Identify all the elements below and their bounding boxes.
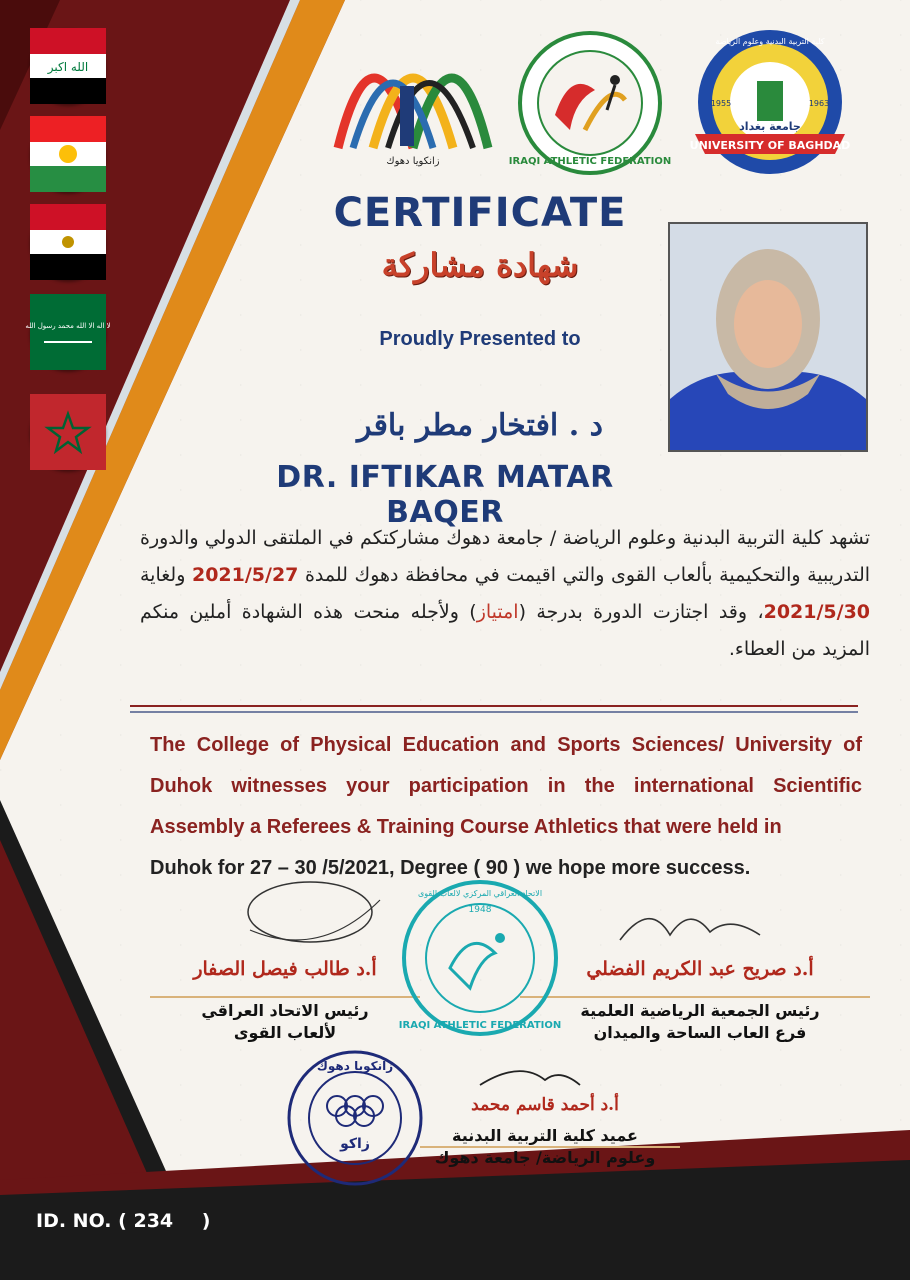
recipient-name-english: DR. IFTIKAR MATAR BAQER xyxy=(276,460,614,530)
arabic-body-part3: ، وقد اجتازت الدورة بدرجة ( xyxy=(518,601,764,623)
left-signatory-name: أ.د طالب فيصل الصفار xyxy=(193,958,377,980)
bottom-signatory-title-line2: وعلوم الرياضة/ جامعة دهوك xyxy=(434,1148,656,1167)
right-signatory-title-line1: رئيس الجمعية الرياضية العلمية xyxy=(580,1001,820,1020)
left-signatory-title-line1: رئيس الاتحاد العراقي xyxy=(201,1001,369,1020)
federation-stamp-year: 1948 xyxy=(468,905,492,915)
left-signatory-title xyxy=(170,1000,400,1044)
date-to: 2021/5/30 xyxy=(763,601,871,623)
baghdad-year-left: 1955 xyxy=(710,99,732,108)
iraq-flag-text: الله اكبر xyxy=(47,60,89,74)
federation-stamp-top: الاتحاد العراقي المركزي لالعاب القوى xyxy=(417,889,543,898)
arabic-body-part1: تشهد كلية التربية البدنية وعلوم الرياضة / جامعة دهوك مشاركتكم في الملتقى الدولي والدورة التدريبية والتحكيمية بألعاب القوى والتي اقيمت في محافظة دهوك للمدة xyxy=(140,527,871,586)
proudly-presented-text: Proudly Presented to xyxy=(379,328,581,350)
id-open-paren: ( xyxy=(118,1210,127,1232)
id-number xyxy=(36,1210,210,1232)
id-close-paren: ) xyxy=(201,1210,211,1232)
recipient-name-arabic: د . افتخار مطر باقر xyxy=(357,408,603,443)
bottom-signatory-title-line1: عميد كلية التربية البدنية xyxy=(452,1126,638,1145)
english-body-last-line: Duhok for 27 – 30 /5/2021, Degree ( 90 ) we hope more success. xyxy=(150,857,751,879)
right-signatory-title xyxy=(545,1000,855,1044)
english-body-main: The College of Physical Education and Sports Sciences/ University of Duhok witnesses your participation in the international Scientific Assembly a Referees & Training Course Athletics that were held in xyxy=(150,734,862,838)
right-signatory-title-line2: فرع العاب الساحة والميدان xyxy=(593,1023,807,1042)
duhok-stamp-ring: زانكويا دهوك xyxy=(316,1059,394,1073)
federation-logo-text: IRAQI ATHLETIC FEDERATION xyxy=(508,156,672,167)
grade-arabic: امتياز xyxy=(476,601,519,623)
date-from: 2021/5/27 xyxy=(191,564,299,586)
left-signatory-title-line2: لألعاب القوى xyxy=(233,1023,337,1042)
right-signatory-name: أ.د صريح عبد الكريم الفضلي xyxy=(586,958,814,980)
bottom-signatory-title xyxy=(415,1125,675,1169)
duhok-stamp-center: زاكو xyxy=(340,1136,370,1152)
arabic-body-part2: ولغاية xyxy=(140,564,192,586)
duhok-logo-text: زانكويا دهوك xyxy=(386,156,440,167)
baghdad-ar-text: جامعة بغداد xyxy=(739,120,801,133)
federation-stamp-ring: IRAQI ATHLETIC FEDERATION xyxy=(398,1020,562,1031)
baghdad-year-right: 1963 xyxy=(808,99,830,108)
id-value: 234 xyxy=(133,1210,174,1232)
duhok-university-stamp xyxy=(285,1048,425,1188)
certificate-title: CERTIFICATE xyxy=(333,190,627,236)
bottom-signatory-name: أ.د أحمد قاسم محمد xyxy=(471,1095,619,1115)
baghdad-band-text: UNIVERSITY OF BAGHDAD xyxy=(689,139,851,152)
arabic-body-part4: ) ولأجله منحت هذه الشهادة أملين منكم المزيد من العطاء. xyxy=(140,601,870,660)
id-label: ID. NO. xyxy=(36,1210,112,1232)
saudi-flag-text: لا اله الا الله محمد رسول الله xyxy=(25,322,111,330)
certificate-title-arabic: شهادة مشاركة xyxy=(381,246,579,284)
baghdad-top-text: كلية التربية البدنية وعلوم الرياضة xyxy=(715,37,825,46)
